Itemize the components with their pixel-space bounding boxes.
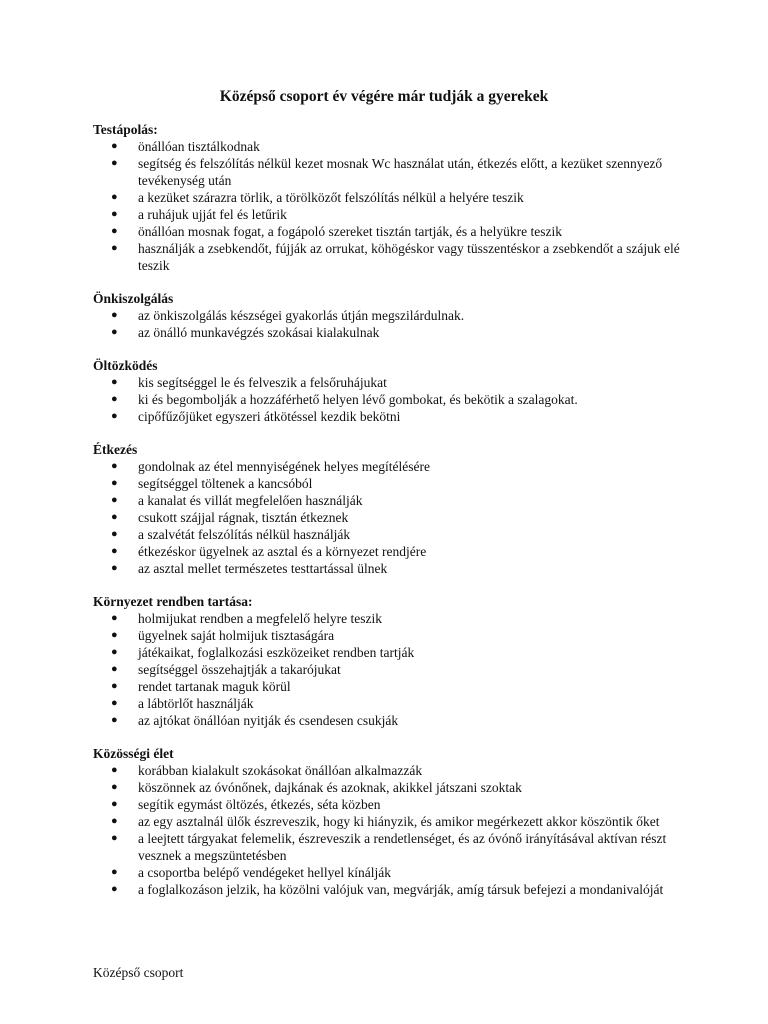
list-item	[93, 223, 693, 240]
bullet-icon: ●	[111, 866, 118, 878]
bullet-icon: ●	[111, 528, 118, 540]
list-item-text: az önkiszolgálás készségei gyakorlás útján megszilárdulnak.	[138, 308, 465, 323]
bullet-icon: ●	[111, 460, 118, 472]
bullet-icon: ●	[111, 781, 118, 793]
list-item-text: cipőfűzőjüket egyszeri átkötéssel kezdik bekötni	[138, 409, 401, 424]
list-item-text: rendet tartanak maguk körül	[138, 679, 291, 694]
list-item-text: a foglalkozáson jelzik, ha közölni valójuk van, megvárják, amíg társuk befejezi a mondanivalóját	[138, 882, 664, 897]
section-testapolas	[93, 121, 693, 274]
bullet-icon: ●	[111, 798, 118, 810]
bullet-icon: ●	[111, 376, 118, 388]
item-list	[93, 762, 693, 898]
list-item-text: segítséggel töltenek a kancsóból	[138, 476, 313, 491]
list-item-text: az egy asztalnál ülők észreveszik, hogy ki hiányzik, és amikor megérkezett akkor köszöntik őket	[138, 814, 660, 829]
list-item	[93, 762, 693, 779]
list-item	[93, 509, 693, 526]
list-item-text: a szalvétát felszólítás nélkül használják	[138, 527, 351, 542]
section-heading: Környezet rendben tartása:	[93, 594, 253, 609]
list-item-text: a leejtett tárgyakat felemelik, észreveszik a rendetlenséget, és az óvónő irányításával aktívan részt vesznek a megszüntetésben	[138, 831, 667, 863]
bullet-icon: ●	[111, 832, 118, 844]
section-heading: Öltözködés	[93, 358, 158, 373]
bullet-icon: ●	[111, 714, 118, 726]
list-item	[93, 374, 693, 391]
bullet-icon: ●	[111, 612, 118, 624]
list-item-text: önállóan tisztálkodnak	[138, 139, 260, 154]
bullet-icon: ●	[111, 410, 118, 422]
list-item	[93, 661, 693, 678]
list-item	[93, 189, 693, 206]
list-item-text: az ajtókat önállóan nyitják és csendesen csukják	[138, 713, 399, 728]
list-item	[93, 458, 693, 475]
section-kornyezet	[93, 593, 693, 729]
bullet-icon: ●	[111, 140, 118, 152]
list-item	[93, 391, 693, 408]
section-heading: Testápolás:	[93, 122, 158, 137]
bullet-icon: ●	[111, 157, 118, 169]
section-kozossegi-elet	[93, 745, 693, 898]
list-item	[93, 526, 693, 543]
bullet-icon: ●	[111, 545, 118, 557]
list-item	[93, 695, 693, 712]
bullet-icon: ●	[111, 764, 118, 776]
bullet-icon: ●	[111, 511, 118, 523]
bullet-icon: ●	[111, 326, 118, 338]
list-item	[93, 324, 693, 341]
bullet-icon: ●	[111, 562, 118, 574]
list-item-text: játékaikat, foglalkozási eszközeiket rendben tartják	[138, 645, 415, 660]
document-title: Középső csoport év végére már tudják a gyerekek	[219, 88, 549, 105]
list-item	[93, 543, 693, 560]
list-item	[93, 881, 693, 898]
section-oltozkodes	[93, 357, 693, 425]
list-item-text: a kezüket szárazra törlik, a törölközőt felszólítás nélkül a helyére teszik	[138, 190, 524, 205]
list-item	[93, 644, 693, 661]
bullet-icon: ●	[111, 680, 118, 692]
item-list	[93, 138, 693, 274]
list-item-text: ki és begombolják a hozzáférhető helyen lévő gombokat, és bekötik a szalagokat.	[138, 392, 578, 407]
bullet-icon: ●	[111, 477, 118, 489]
list-item-text: korábban kialakult szokásokat önállóan alkalmazzák	[138, 763, 423, 778]
list-item-text: csukott szájjal rágnak, tisztán étkeznek	[138, 510, 349, 525]
list-item-text: az önálló munkavégzés szokásai kialakulnak	[138, 325, 380, 340]
list-item-text: kis segítséggel le és felveszik a felsőruhájukat	[138, 375, 387, 390]
list-item	[93, 864, 693, 881]
list-item	[93, 408, 693, 425]
list-item	[93, 678, 693, 695]
bullet-icon: ●	[111, 309, 118, 321]
list-item	[93, 240, 693, 274]
list-item	[93, 560, 693, 577]
list-item-text: a ruhájuk ujját fel és letűrik	[138, 207, 287, 222]
list-item-text: az asztal mellet természetes testtartással ülnek	[138, 561, 388, 576]
list-item	[93, 138, 693, 155]
item-list	[93, 610, 693, 729]
bullet-icon: ●	[111, 629, 118, 641]
list-item-text: étkezéskor ügyelnek az asztal és a környezet rendjére	[138, 544, 427, 559]
list-item-text: ügyelnek saját holmijuk tisztaságára	[138, 628, 335, 643]
list-item-text: segítséggel összehajtják a takarójukat	[138, 662, 341, 677]
list-item-text: holmijukat rendben a megfelelő helyre teszik	[138, 611, 383, 626]
list-item-text: segítik egymást öltözés, étkezés, séta közben	[138, 797, 381, 812]
section-heading: Közösségi élet	[93, 746, 174, 761]
bullet-icon: ●	[111, 191, 118, 203]
list-item	[93, 627, 693, 644]
list-item	[93, 307, 693, 324]
bullet-icon: ●	[111, 242, 118, 254]
list-item-text: segítség és felszólítás nélkül kezet mosnak Wc használat után, étkezés előtt, a kezüket szennyező tevékenység után	[138, 156, 663, 188]
list-item	[93, 779, 693, 796]
section-etkezes	[93, 441, 693, 577]
list-item	[93, 610, 693, 627]
list-item-text: gondolnak az étel mennyiségének helyes megítélésére	[138, 459, 431, 474]
list-item-text: önállóan mosnak fogat, a fogápoló szereket tisztán tartják, és a helyükre teszik	[138, 224, 562, 239]
bullet-icon: ●	[111, 393, 118, 405]
list-item	[93, 206, 693, 223]
page-footer: Középső csoport	[93, 965, 184, 980]
list-item-text: a lábtörlőt használják	[138, 696, 254, 711]
list-item	[93, 813, 693, 830]
item-list	[93, 307, 693, 341]
bullet-icon: ●	[111, 225, 118, 237]
section-heading: Önkiszolgálás	[93, 291, 174, 306]
list-item	[93, 712, 693, 729]
bullet-icon: ●	[111, 208, 118, 220]
item-list	[93, 458, 693, 577]
bullet-icon: ●	[111, 646, 118, 658]
list-item-text: köszönnek az óvónőnek, dajkának és azoknak, akikkel játszani szoktak	[138, 780, 522, 795]
bullet-icon: ●	[111, 883, 118, 895]
list-item-text: a csoportba belépő vendégeket hellyel kínálják	[138, 865, 392, 880]
list-item	[93, 492, 693, 509]
document-content	[93, 121, 693, 914]
list-item-text: használják a zsebkendőt, fújják az orrukat, köhögéskor vagy tüsszentéskor a zsebkendőt a szájuk elé teszik	[138, 241, 680, 273]
section-heading: Étkezés	[93, 442, 138, 457]
list-item-text: a kanalat és villát megfelelően használják	[138, 493, 363, 508]
list-item	[93, 830, 693, 864]
bullet-icon: ●	[111, 815, 118, 827]
section-onkiszolgalas	[93, 290, 693, 341]
bullet-icon: ●	[111, 697, 118, 709]
list-item	[93, 796, 693, 813]
item-list	[93, 374, 693, 425]
bullet-icon: ●	[111, 494, 118, 506]
bullet-icon: ●	[111, 663, 118, 675]
list-item	[93, 155, 693, 189]
list-item	[93, 475, 693, 492]
